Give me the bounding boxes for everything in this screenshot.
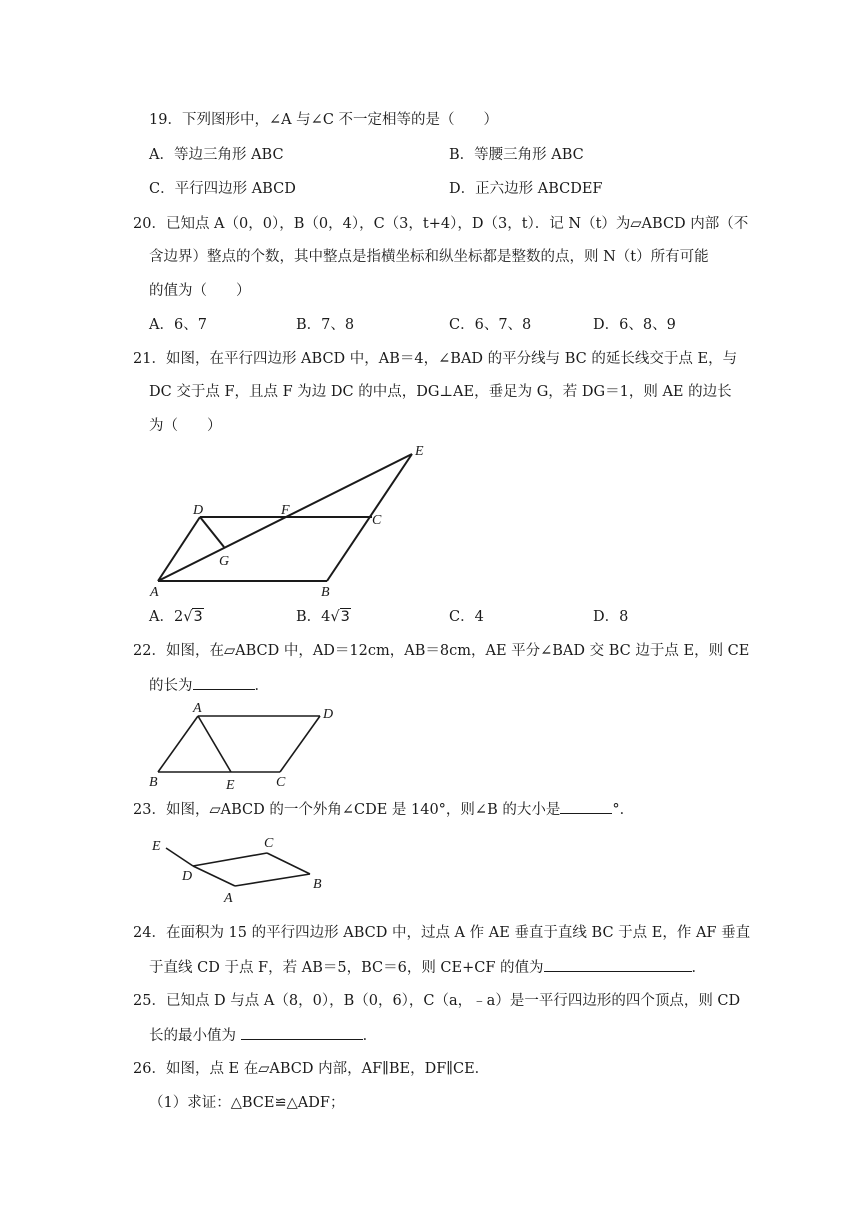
- q21-line-1: 21．如图，在平行四边形 ABCD 中，AB＝4，∠BAD 的平分线与 BC 的延长线交于点 E，与: [133, 351, 738, 367]
- q25-line-1: 25．已知点 D 与点 A（8，0），B（0，6），C（a，﹣a）是一平行四边形的四个顶点，则 CD: [133, 993, 741, 1009]
- q22-label-e: E: [226, 778, 235, 792]
- q23-answer-blank[interactable]: [560, 799, 612, 814]
- q21-label-f: F: [281, 503, 290, 518]
- q22-label-d: D: [323, 707, 334, 722]
- q23-label-a: A: [224, 891, 233, 906]
- q24-line-2: [149, 957, 706, 978]
- q21-label-c: C: [372, 513, 382, 528]
- q23-label-b: B: [313, 877, 322, 892]
- q21-option-d: D．8: [593, 609, 629, 625]
- q22-label-b: B: [149, 775, 158, 790]
- q21-line-3: 为（ ）: [149, 418, 222, 434]
- q21-label-d: D: [193, 503, 204, 518]
- q21-label-b: B: [321, 585, 330, 600]
- q26-part-1: （1）求证：△BCE≌△ADF；: [149, 1095, 345, 1111]
- q22-label-a: A: [193, 701, 202, 716]
- q20-option-b: B．7、8: [296, 317, 355, 333]
- q21-option-b-prefix: B．4: [296, 609, 331, 625]
- q22-label-c: C: [276, 775, 286, 790]
- q20-line-2: 含边界）整点的个数，其中整点是指横坐标和纵坐标都是整数的点，则 N（t）所有可能: [149, 249, 709, 265]
- q19-option-b: B．等腰三角形 ABC: [449, 147, 584, 163]
- q21-option-b-radicand: 3: [340, 609, 350, 625]
- q25-line-2-suffix: ．: [362, 1028, 378, 1044]
- q22-line-2-suffix: ．: [254, 678, 269, 694]
- q20-line-1: 20．已知点 A（0，0），B（0，4），C（3，t+4），D（3，t）．记 N（t）为▱ABCD 内部（不: [133, 216, 749, 232]
- q19-stem: 19．下列图形中，∠A 与∠C 不一定相等的是（ ）: [149, 112, 499, 128]
- q19-option-a: A．等边三角形 ABC: [149, 147, 284, 163]
- q24-line-1: 24．在面积为 15 的平行四边形 ABCD 中，过点 A 作 AE 垂直于直线 BC 于点 E，作 AF 垂直: [133, 925, 751, 941]
- q21-figure: [145, 436, 445, 606]
- q20-option-d: D．6、8、9: [593, 317, 676, 333]
- q21-option-a-radicand: 3: [193, 609, 203, 625]
- q21-line-2: DC 交于点 F，且点 F 为边 DC 的中点，DG⊥AE，垂足为 G，若 DG＝1，则 AE 的边长: [149, 384, 732, 400]
- q21-option-a: [149, 607, 204, 627]
- q21-option-c: C．4: [449, 609, 484, 625]
- q21-option-a-prefix: A．2: [149, 609, 184, 625]
- q21-label-a: A: [150, 585, 159, 600]
- q25-line-2-prefix: 长的最小值为: [149, 1028, 236, 1044]
- q22-line-2: [149, 675, 269, 696]
- q21-option-b: [296, 607, 351, 627]
- q21-label-g: G: [219, 554, 230, 569]
- q25-line-2: [149, 1025, 377, 1046]
- q23-label-d: D: [182, 869, 193, 884]
- q19-option-d: D．正六边形 ABCDEF: [449, 181, 603, 197]
- sqrt-icon: √3: [183, 609, 203, 625]
- q26-stem: 26．如图，点 E 在▱ABCD 内部，AF∥BE，DF∥CE．: [133, 1061, 490, 1077]
- q23-prefix: 23．如图，▱ABCD 的一个外角∠CDE 是 140°，则∠B 的大小是: [133, 802, 561, 818]
- q25-answer-blank[interactable]: [241, 1025, 363, 1040]
- q23-suffix: °．: [612, 802, 635, 818]
- q22-line-2-prefix: 的长为: [149, 678, 193, 694]
- q20-option-a: A．6、7: [149, 317, 207, 333]
- q20-option-c: C．6、7、8: [449, 317, 532, 333]
- q22-line-1: 22．如图，在▱ABCD 中，AD＝12cm，AB＝8cm，AE 平分∠BAD 交 BC 边于点 E，则 CE: [133, 643, 750, 659]
- q22-answer-blank[interactable]: [193, 675, 255, 690]
- q19-option-c: C．平行四边形 ABCD: [149, 181, 296, 197]
- q24-answer-blank[interactable]: [544, 957, 692, 972]
- q23-label-c: C: [264, 836, 274, 851]
- q23-label-e: E: [152, 839, 161, 854]
- q21-label-e: E: [415, 444, 424, 459]
- sqrt-icon: √3: [330, 609, 350, 625]
- q23-line: [133, 799, 634, 820]
- q22-figure: [146, 700, 346, 792]
- q24-line-2-prefix: 于直线 CD 于点 F，若 AB＝5，BC＝6，则 CE+CF 的值为: [149, 960, 544, 976]
- q20-line-3: 的值为（ ）: [149, 283, 251, 299]
- q24-line-2-suffix: ．: [691, 960, 707, 976]
- q23-figure: [148, 828, 338, 908]
